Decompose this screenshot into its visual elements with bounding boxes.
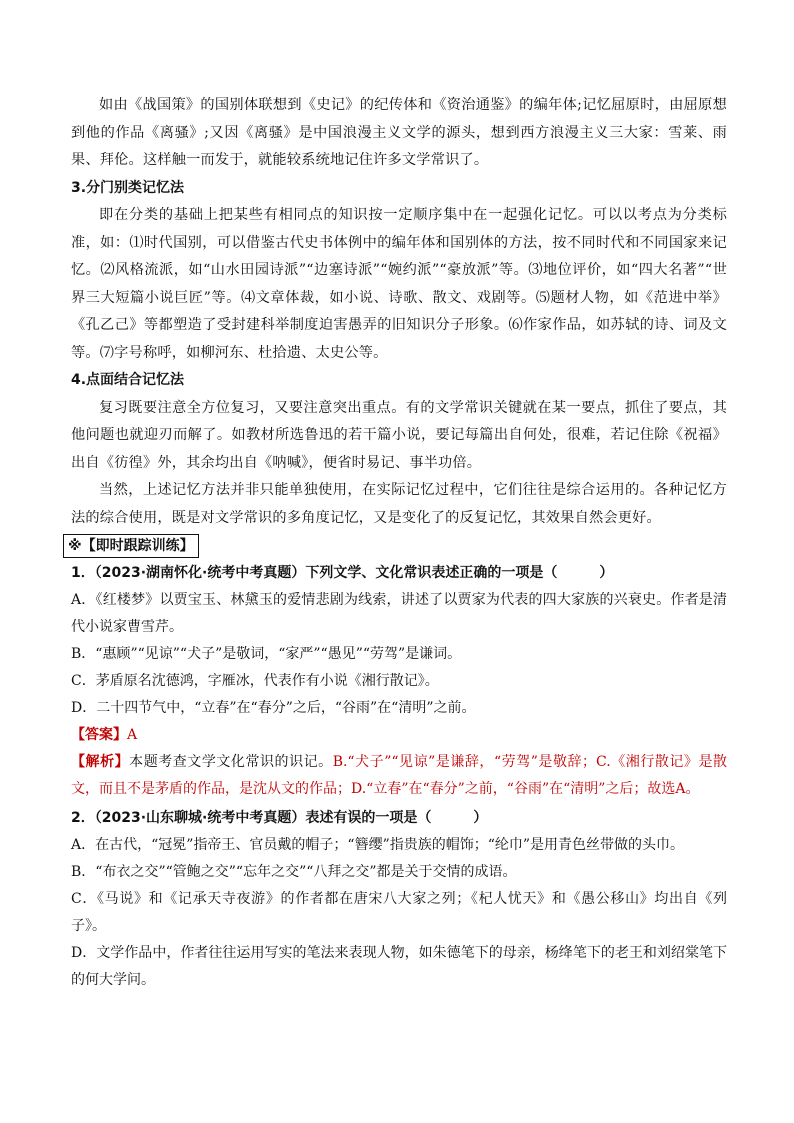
question-1-option-b: B．“惠顾”“见谅”“犬子”是敬词，“家严”“愚见”“劳驾”是谦词。 bbox=[71, 646, 462, 662]
answer-value: A bbox=[127, 727, 138, 743]
paragraph-association: 如由《战国策》的国别体联想到《史记》的纪传体和《资治通鉴》的编年体;记忆屈原时，由屈原想到他的作品《离骚》;又因《离骚》是中国浪漫主义文学的源头，想到西方浪漫主义三大家：雪莱、雨果、拜伦。这样触一而发于，就能较系统地记住许多文学常识了。 bbox=[71, 97, 727, 168]
question-2-option-b: B．“布衣之交”“管鲍之交”“忘年之交”“八拜之交”都是关于交情的成语。 bbox=[71, 864, 517, 880]
question-2-option-c: C．《马说》和《记承天寺夜游》的作者都在唐宋八大家之列；《杞人忧天》和《愚公移山》均出自《列子》。 bbox=[71, 891, 727, 934]
paragraph-conclusion: 当然，上述记忆方法并非只能单独使用，在实际记忆过程中，它们往往是综合运用的。各种记忆方法的综合使用，既是对文学常识的多角度记忆，又是变化了的反复记忆，其效果自然会更好。 bbox=[71, 482, 727, 526]
heading-point-surface-method: 4.点面结合记忆法 bbox=[71, 372, 185, 388]
question-1 bbox=[71, 560, 727, 803]
question-2 bbox=[71, 805, 727, 994]
question-1-option-d: D．二十四节气中，“立春”在“春分”之后，“谷雨”在“清明”之前。 bbox=[71, 700, 476, 716]
question-1-analysis bbox=[71, 749, 727, 803]
analysis-intro: 本题考查文学文化常识的识记。 bbox=[129, 754, 333, 770]
question-2-option-d: D．文学作品中，作者往往运用写实的笔法来表现人物，如朱德笔下的母亲，杨绛笔下的老王和刘绍棠笔下的何大学问。 bbox=[71, 945, 727, 988]
question-1-stem: 1．（2023·湖南怀化·统考中考真题）下列文学、文化常识表述正确的一项是（ ） bbox=[71, 565, 614, 581]
question-1-option-c: C．茅盾原名沈德鸿，字雁冰，代表作有小说《湘行散记》。 bbox=[71, 673, 439, 689]
section-tag-practice: ※【即时跟踪训练】 bbox=[63, 534, 199, 558]
question-1-answer bbox=[71, 722, 727, 749]
paragraph-category-method: 即在分类的基础上把某些有相同点的知识按一定顺序集中在一起强化记忆。可以以考点为分类标准，如：⑴时代国别，可以借鉴古代史书体例中的编年体和国别体的方法，按不同时代和不同国家来记忆。⑵风格流派，如“山水田园诗派”“边塞诗派”“婉约派”“豪放派”等。⑶地位评价，如“四大名著”“世界三大短篇小说巨匠”等。⑷文章体裁，如小说、诗歌、散文、戏剧等。⑸题材人物，如《范进中举》《孔乙己》等都塑造了受封建科举制度迫害愚弄的旧知识分子形象。⑹作家作品，如苏轼的诗、词及文等。⑺字号称呼，如柳河东、杜拾遗、太史公等。 bbox=[71, 207, 727, 361]
document-page bbox=[68, 92, 728, 994]
paragraph-point-surface-method: 复习既要注意全方位复习，又要注意突出重点。有的文学常识关键就在某一要点，抓住了要点，其他问题也就迎刃而解了。如教材所选鲁迅的若干篇小说，要记每篇出自何处，很难，若记住除《祝福》出自《彷徨》外，其余均出自《呐喊》，便省时易记、事半功倍。 bbox=[71, 399, 727, 471]
question-1-option-a: A．《红楼梦》以贾宝玉、林黛玉的爱情悲剧为线索，讲述了以贾家为代表的四大家族的兴衰史。作者是清代小说家曹雪芹。 bbox=[71, 592, 727, 635]
analysis-detail: B.“犬子”“见谅”是谦辞，“劳驾”是敬辞；C.《湘行散记》是散文，而且不是茅盾的作品，是沈从文的作品；D.“立春”在“春分”之前，“谷雨”在“清明”之后；故选A。 bbox=[71, 754, 728, 797]
question-2-stem: 2．（2023·山东聊城·统考中考真题）表述有误的一项是（ ） bbox=[71, 810, 488, 826]
answer-label: 【答案】 bbox=[71, 727, 127, 743]
analysis-label: 【解析】 bbox=[71, 754, 130, 770]
heading-category-method: 3.分门别类记忆法 bbox=[71, 179, 185, 196]
question-2-option-a: A．在古代，“冠冕”指帝王、官员戴的帽子；“簪缨”指贵族的帽饰；“纶巾”是用青色丝带做的头巾。 bbox=[71, 837, 685, 853]
